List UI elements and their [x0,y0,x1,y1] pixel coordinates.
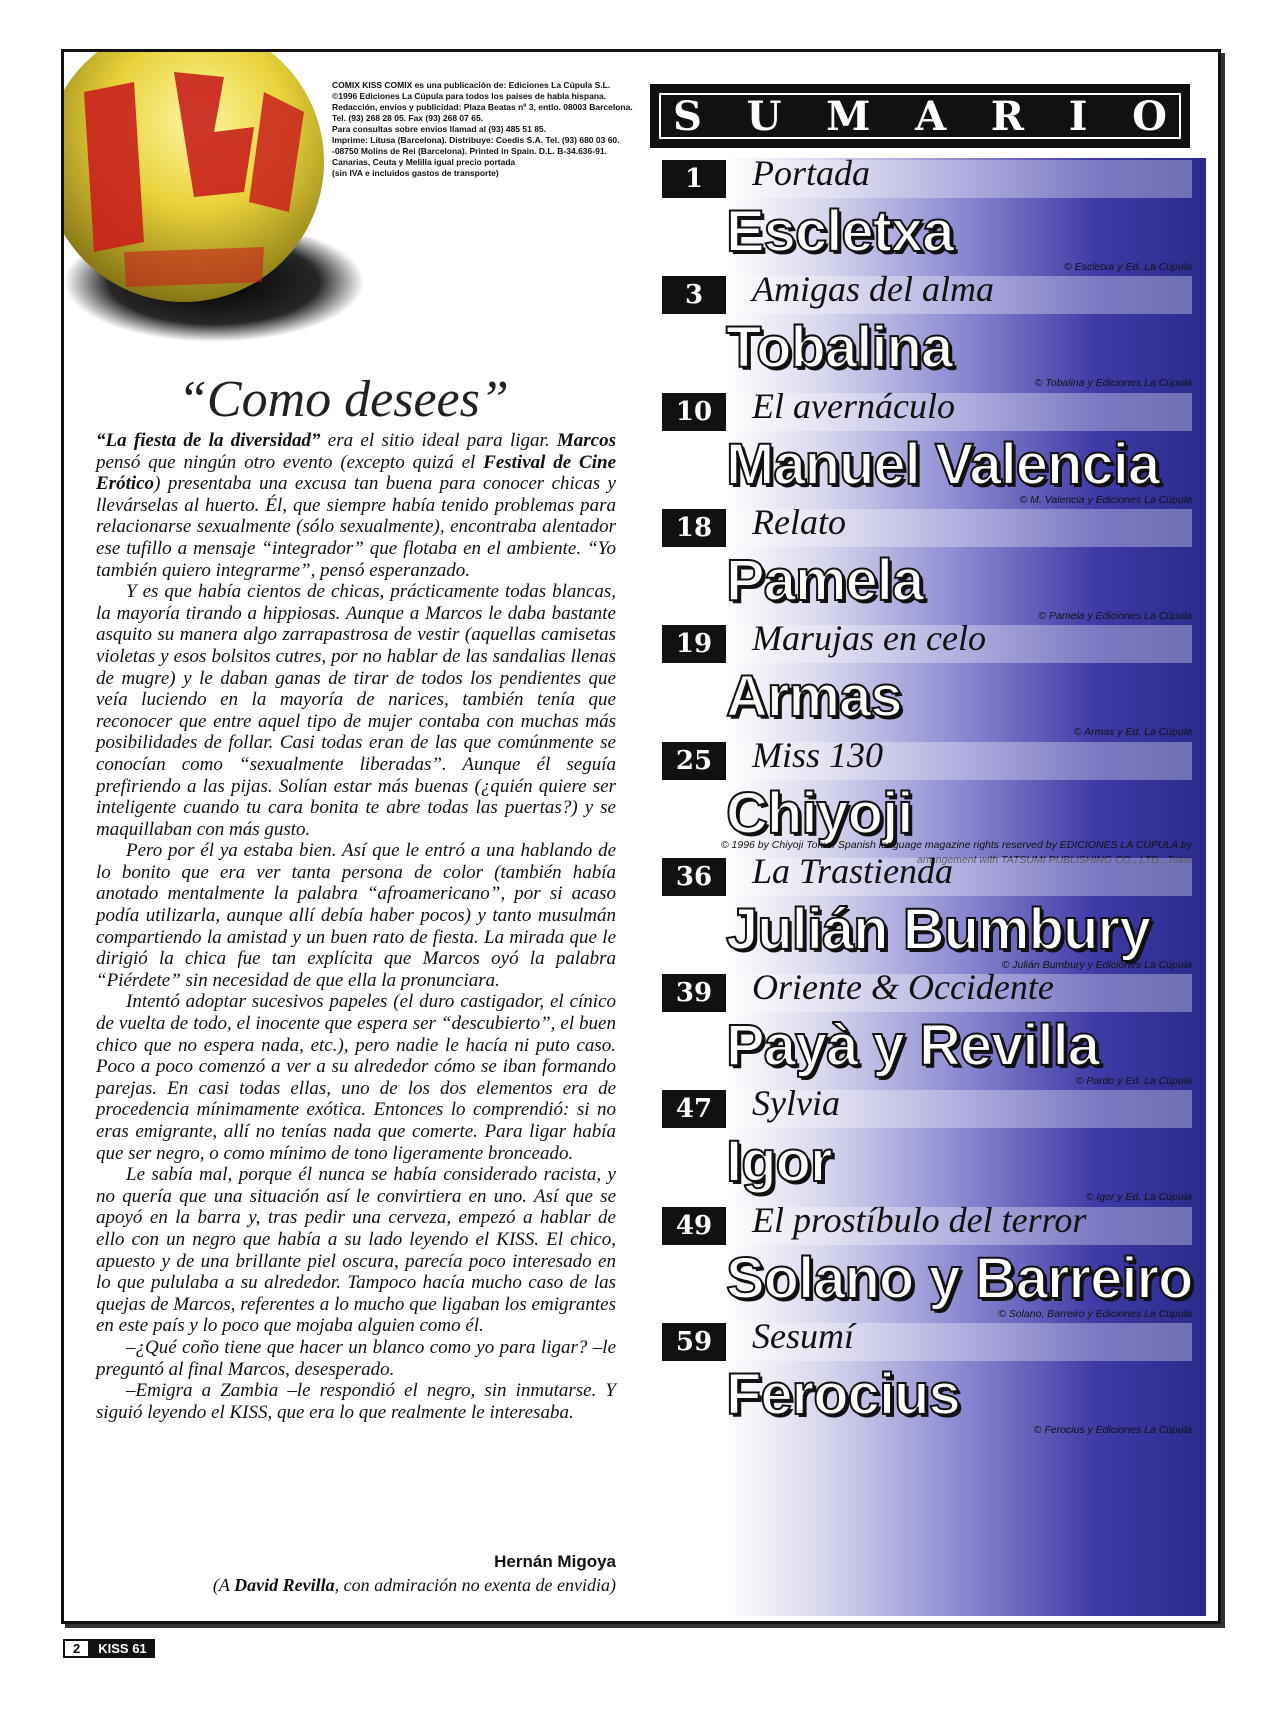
entry-page-number: 18 [662,509,726,547]
entry-page-number: 49 [662,1207,726,1245]
entry-title: El prostíbulo del terror [752,1199,1087,1240]
page-footer [63,1639,155,1658]
entry-copyright: © Julián Bumbury y Ediciones La Cúpula [1001,958,1192,971]
entry-copyright: © Ferocius y Ediciones La Cúpula [1033,1424,1192,1436]
entry-page-number: 39 [662,974,726,1012]
summary-header [650,84,1190,148]
summary-entry [660,730,1206,866]
entry-artist: Igor [726,1129,832,1195]
summary-entry [660,962,1206,1090]
summary-title-letter: A [915,92,947,140]
publication-credits: COMIX KISS COMIX es una publicación de: Ediciones La Cúpula S.L. ©1996 Ediciones La Cúpula para todos los países de habla hispana. Redacción, envíos y publicidad: Plaza Beatas nº 3, entlo. 08003 Barcelona. Tel. (93) 268 28 05. Fax (93) 268 07 65. Para consultas sobre envíos llamad al (93) 485 51 85. Imprime: Litusa (Barcelona). Distribuye: Coedis S.A. Tel. (93) 680 03 60. -08750 Molins de Rei (Barcelona). Printed in Spain. D.L. B-34.636-91. Canarias, Ceuta y Melilla igual precio portada (sin IVA e incluidos gastos de transporte) [332,80,633,178]
summary-entry [660,1311,1206,1439]
summary-title [653,87,1187,145]
entry-title: Amigas del alma [752,269,994,310]
entry-page-number: 1 [662,160,726,198]
entry-title: La Trastienda [752,850,954,891]
story-paragraph: Y es que había cientos de chicas, prácticamente todas blancas, la mayoría tirando a hippiosas. Aunque a Marcos le daba bastante asquito su manera algo zarrapastrosa de vestir (aquellas camisetas violetas y esos bolsitos cutres, por no hablar de las sandalias llenas de mugre) y le daban ganas de tirar de todos los pendientes que veía luciendo en la mayoría de narices, también tenía que reconocer que entre aquel tipo de mujer contaba con muchas más posibilidades de follar. Casi todas eran de las que comúnmente se conocían como “sexualmente liberadas”. Aunque él seguía prefiriendo a las pijas. Solían estar más buenas (¿quién quiere ser inteligente cuando tu cara bonita te abre todas las puertas?) y se maquillaban con más gusto. [96,581,616,840]
summary-entry [660,1078,1206,1206]
entry-title: Sylvia [752,1083,840,1124]
entry-copyright: © Tobalina y Ediciones La Cúpula [1034,377,1192,390]
story-paragraph: Intentó adoptar sucesivos papeles (el duro castigador, el cínico de vuelta de todo, el inocente que espera ser “descubierto”, el buen chico que no espera nada, etc.), pero nadie le hacía ni puto caso. Poco a poco comenzó a ver a su alrededor cómo se iban formando parejas. En casi todas ellas, uno de los dos elementos era de procedencia mínimamente exótica. Entonces lo comprendió: si no eras emigrante, allí no tenías nada que comerte. Para ligar había que ser negro, o como mínimo de tono ligeramente bronceado. [96,991,616,1164]
story-dedication: (A David Revilla, con admiración no exenta de envidia) [212,1575,616,1595]
entry-artist: Tobalina [726,315,953,381]
entry-copyright: © Pardo y Ed. La Cúpula [1075,1075,1192,1088]
entry-artist: Solano y Barreiro [726,1245,1193,1311]
entry-artist: Armas [726,664,902,730]
summary-entry [660,497,1206,625]
summary-title-letter: M [826,92,871,140]
entry-copyright: © Solano, Barreiro y Ediciones La Cúpula [998,1307,1192,1320]
summary-entry [660,381,1206,509]
story-paragraph: Pero por él ya estaba bien. Así que le entró a una hablando de lo bonito que era ver tanta persona de color (también había anotado mentalmente la palabra “afroamericano”, por si acaso podía utilizarla, aunque allí debía haber pocos) y tanto musulmán compartiendo la amistad y un buen rato de fiesta. La mirada que le dirigió la chica fue tan explícita que Marcos oyó la palabra “Piérdete” sin necesidad de que ella la pronunciara. [96,840,616,991]
entry-title: Relato [752,501,846,542]
magazine-issue: KISS 61 [90,1639,154,1658]
entry-artist: Manuel Valencia [726,431,1160,497]
entry-page-number: 10 [662,393,726,431]
entry-title: Portada [752,153,871,193]
entry-copyright: © Igor y Ed. La Cúpula [1085,1191,1192,1204]
entry-artist: Escletxa [726,199,954,264]
summary-entry [660,264,1206,392]
summary-title-letter: S [673,92,702,140]
entry-copyright: © 1996 by Chiyoji Tomo. Spanish language magazine rights reserved by EDICIONES LA CÚPULA by arrangement with TATSUMI PUBLISHING CO., LTD., Tokio [720,838,1192,866]
entry-title: El avernáculo [752,385,955,426]
entry-copyright: © Pamela y Ediciones La Cúpula [1038,609,1192,622]
entry-title: Marujas en celo [752,618,986,659]
entry-copyright: © Escletxa y Ed. La Cúpula [1064,261,1192,273]
entry-page-number: 47 [662,1090,726,1128]
entry-artist: Julián Bumbury [726,896,1151,962]
story-paragraph: “La fiesta de la diversidad” era el sitio ideal para ligar. Marcos pensó que ningún otro evento (excepto quizá el Festival de Cine Erótico) presentaba una excusa tan buena para conocer chicas y llevárselas al huerto. Él, que siempre había tenido problemas para relacionarse sexualmente (sólo sexualmente), encontraba alentador ese tufillo a mensaje “integrador” que flotaba en el ambiente. “Yo también quiero integrarme”, pensó esperanzado. [96,430,617,581]
entry-copyright: © M. Valencia y Ediciones La Cúpula [1019,493,1192,506]
summary-title-letter: O [1132,92,1167,140]
story-body [96,430,616,1423]
entry-copyright: © Armas y Ed. La Cúpula [1073,726,1192,739]
entry-title: Oriente & Occidente [752,967,1054,1008]
entry-page-number: 3 [662,276,726,314]
entry-page-number: 36 [662,858,726,896]
entry-title: Miss 130 [752,734,884,775]
entry-page-number: 59 [662,1323,726,1361]
entry-artist: Payà y Revilla [726,1013,1099,1079]
summary-entry [660,613,1206,741]
summary-entry [660,1195,1206,1323]
page-number: 2 [63,1639,90,1658]
story-title: “Como desees” [178,371,509,428]
summary-entry [660,846,1206,974]
story-paragraph: –¿Qué coño tiene que hacer un blanco como yo para ligar? –le preguntó al final Marcos, desesperado. [96,1336,616,1380]
summary-entry [660,148,1206,276]
entry-artist: Ferocius [726,1362,960,1427]
story-paragraph: Le sabía mal, porque él nunca se había considerado racista, y no quería que una situación así le convirtiera en uno. Así que se apoyó en la barra y, tras pedir una cerveza, empezó a hablar de ello con un negro que había a su lado leyendo el KISS. El chico, apuesto y de una brillante piel oscura, parecía poco interesado en lo que pululaba a su alrededor. Tampoco hacía mucho caso de las quejas de Marcos, referentes a lo mucho que ligaban los emigrantes en este país y lo poco que mojaba alguien como él. [96,1164,616,1337]
summary-title-letter: U [746,92,782,140]
story-author: Hernán Migoya [494,1552,616,1571]
entry-page-number: 19 [662,625,726,663]
entry-artist: Pamela [726,547,924,613]
entry-artist: Chiyoji [726,780,913,846]
story-paragraph: –Emigra a Zambia –le respondió el negro, sin inmutarse. Y siguió leyendo el KISS, que era lo que realmente le interesaba. [96,1380,616,1423]
entry-title: Sesumí [752,1316,854,1356]
summary-title-letter: R [990,92,1025,140]
summary-title-letter: I [1068,92,1088,140]
entry-page-number: 25 [662,742,726,780]
